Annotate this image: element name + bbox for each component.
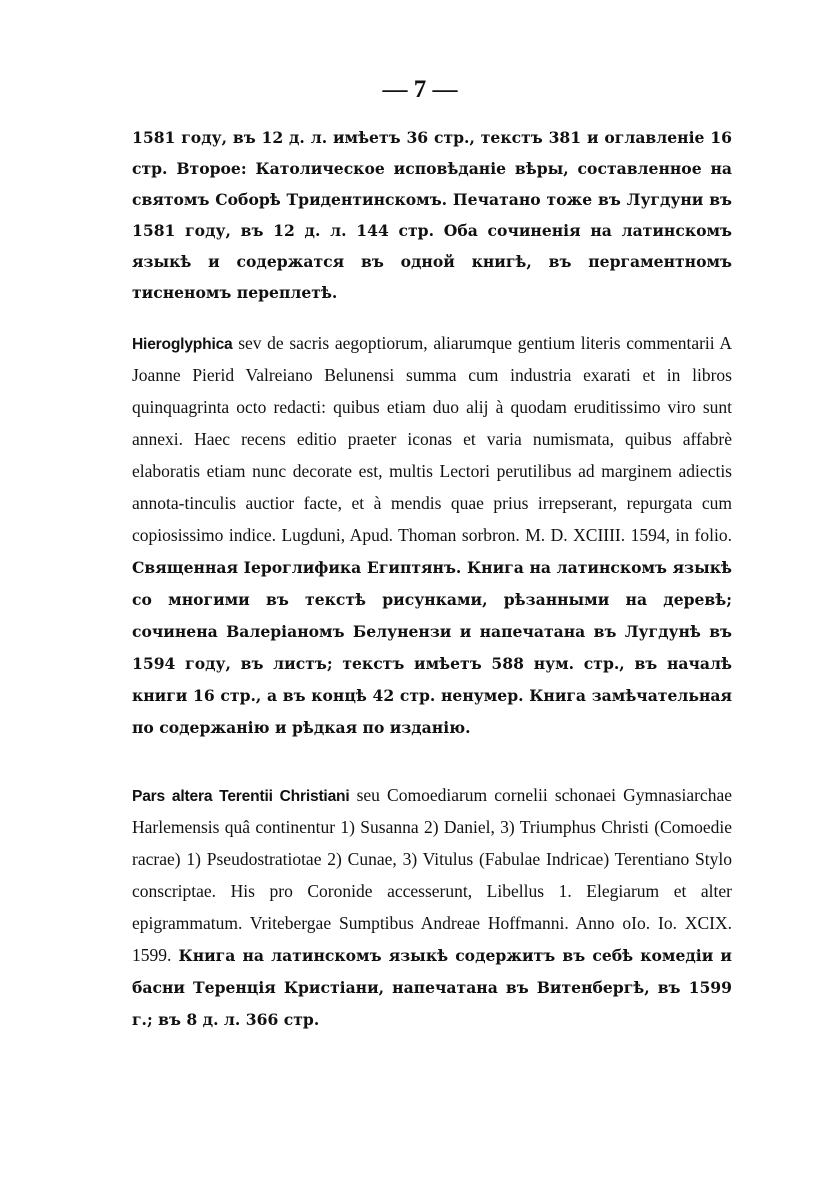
paragraph-text: 1581 году, въ 12 д. л. имѣетъ 36 стр., текстъ 381 и оглавленіе 16 стр. Второе: Католическое исповѣданіе вѣры, составленное на святомъ Соборѣ Тридентинскомъ. Печатано тоже въ Лугдуни въ 1581 году, въ 12 д. л. 144 стр. Оба сочиненія на латинскомъ языкѣ и содержатся въ одной книгѣ, въ пергаментномъ тисненомъ переплетѣ. [132, 128, 732, 302]
paragraph-continuation [132, 122, 732, 308]
entry-heading: Hieroglyphica [132, 336, 233, 353]
latin-description: sev de sacris aegoptiorum, aliarumque gentium literis commentarii A Joanne Pierid Valreiano Belunensi summa cum industria exarati et in libros quinquagrinta octo redacti: quibus etiam duo alij à quodam eruditissimo viro sunt annexi. Haec recens editio praeter iconas et varia numismata, quibus affabrè elaboratis etiam nunc decorate est, multis Lectori perutilibus ad marginem adiectis annota-tinculis auctior facte, et à mendis quae prius irrepserant, repurgata cum copiosissimo indice. Lugduni, Apud. Thoman sorbron. M. D. XCIIII. 1594, in folio. [132, 333, 732, 545]
paragraph-hieroglyphica [132, 328, 732, 744]
paragraph-terentii [132, 780, 732, 1036]
russian-description: Священная Іероглифика Египтянъ. Книга на латинскомъ языкѣ со многими въ текстѣ рисунками, рѣзанными на деревѣ; сочинена Валеріаномъ Белунензи и напечатана въ Лугдунѣ въ 1594 году, въ листъ; текстъ имѣетъ 588 нум. стр., въ началѣ книги 16 стр., а въ концѣ 42 стр. ненумер. Книга замѣчательная по содержанію и рѣдкая по изданію. [132, 558, 732, 737]
entry-heading: Pars altera Terentii Christiani [132, 788, 350, 805]
page-number: — 7 — [382, 76, 458, 103]
latin-description: seu Comoediarum cornelii schonaei Gymnasiarchae Harlemensis quâ continentur 1) Susanna 2) Daniel, 3) Triumphus Christi (Comoedie racrae) 1) Pseudostratiotae 2) Cunae, 3) Vitulus (Fabulae Indricae) Terentiano Stylo conscriptae. His pro Coronide accesserunt, Libellus 1. Elegiarum et alter epigrammatum. Vritebergae Sumptibus Andreae Hoffmanni. Anno oIo. Io. XCIX. 1599. [132, 785, 732, 965]
russian-description: Книга на латинскомъ языкѣ содержитъ въ себѣ комедіи и басни Теренція Кристіани, напечатана въ Витенбергѣ, въ 1599 г.; въ 8 д. л. 366 стр. [132, 946, 732, 1029]
